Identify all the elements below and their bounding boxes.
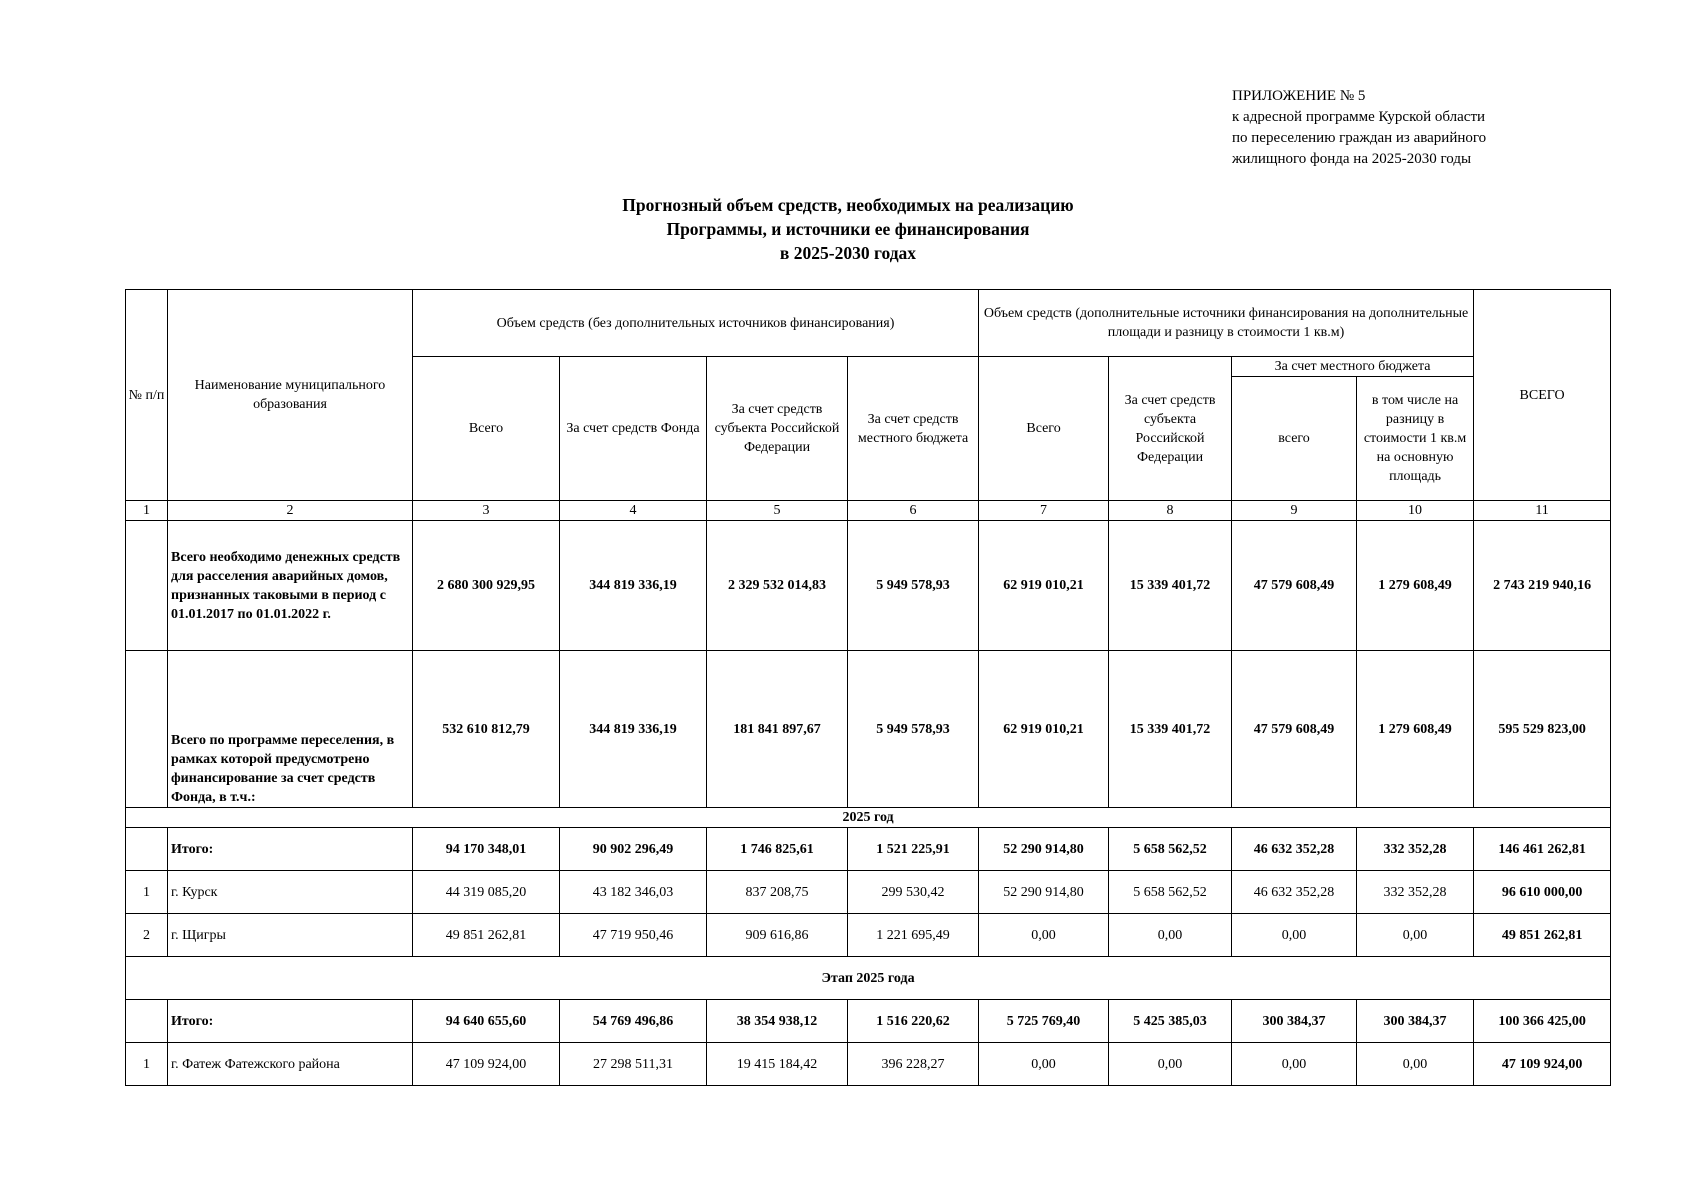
cell-value: 299 530,42 [848, 871, 979, 914]
header-col-10: в том числе на разницу в стоимости 1 кв.м на основную площадь [1357, 377, 1474, 501]
cell-value: 47 579 608,49 [1232, 651, 1357, 808]
cell-value: 5 658 562,52 [1109, 828, 1232, 871]
table-row [126, 914, 1611, 957]
section-caption-row [126, 957, 1611, 1000]
row-name: Всего по программе переселения, в рамках которой предусмотрено финансирование за счет средств Фонда, в т.ч.: [168, 651, 413, 808]
table-row [126, 651, 1611, 808]
row-num [126, 651, 168, 808]
cell-value: 0,00 [1232, 914, 1357, 957]
cell-value: 344 819 336,19 [560, 521, 707, 651]
cell-value: 0,00 [1357, 914, 1474, 957]
cell-value: 1 746 825,61 [707, 828, 848, 871]
table-row [126, 1000, 1611, 1043]
section-caption: 2025 год [126, 808, 1611, 828]
header-total: ВСЕГО [1474, 290, 1611, 501]
row-name: г. Щигры [168, 914, 413, 957]
cell-value: 5 949 578,93 [848, 651, 979, 808]
cell-value: 300 384,37 [1357, 1000, 1474, 1043]
row-num [126, 1000, 168, 1043]
cell-value: 62 919 010,21 [979, 521, 1109, 651]
appendix-line-1: ПРИЛОЖЕНИЕ № 5 [1232, 88, 1366, 104]
cell-value: 1 521 225,91 [848, 828, 979, 871]
title-line-1: Прогнозный объем средств, необходимых на реализацию [622, 195, 1074, 215]
cell-value: 0,00 [979, 914, 1109, 957]
cell-value: 1 279 608,49 [1357, 521, 1474, 651]
row-num [126, 521, 168, 651]
cell-value: 90 902 296,49 [560, 828, 707, 871]
cell-value: 5 658 562,52 [1109, 871, 1232, 914]
header-col-4: За счет средств Фонда [560, 357, 707, 501]
cell-value: 43 182 346,03 [560, 871, 707, 914]
title-line-3: в 2025-2030 годах [779, 243, 917, 263]
cell-value-total: 49 851 262,81 [1474, 914, 1611, 957]
cell-value: 5 425 385,03 [1109, 1000, 1232, 1043]
cell-value: 94 640 655,60 [413, 1000, 560, 1043]
cell-value: 5 949 578,93 [848, 521, 979, 651]
cell-value: 181 841 897,67 [707, 651, 848, 808]
column-number: 1 [126, 501, 168, 521]
cell-value: 1 516 220,62 [848, 1000, 979, 1043]
cell-value: 52 290 914,80 [979, 871, 1109, 914]
row-name: Итого: [168, 828, 413, 871]
cell-value: 5 725 769,40 [979, 1000, 1109, 1043]
cell-value: 44 319 085,20 [413, 871, 560, 914]
column-number: 5 [707, 501, 848, 521]
cell-value: 2 743 219 940,16 [1474, 521, 1611, 651]
cell-value: 0,00 [1109, 914, 1232, 957]
cell-value: 2 680 300 929,95 [413, 521, 560, 651]
cell-value: 300 384,37 [1232, 1000, 1357, 1043]
row-name: г. Фатеж Фатежского района [168, 1043, 413, 1086]
cell-value: 1 279 608,49 [1357, 651, 1474, 808]
cell-value: 49 851 262,81 [413, 914, 560, 957]
cell-value: 62 919 010,21 [979, 651, 1109, 808]
cell-value: 0,00 [1357, 1043, 1474, 1086]
header-name: Наименование муниципального образования [168, 290, 413, 501]
section-caption-row [126, 808, 1611, 828]
cell-value: 344 819 336,19 [560, 651, 707, 808]
cell-value: 15 339 401,72 [1109, 521, 1232, 651]
header-group-main: Объем средств (без дополнительных источников финансирования) [413, 290, 979, 357]
cell-value: 396 228,27 [848, 1043, 979, 1086]
row-name: Итого: [168, 1000, 413, 1043]
column-number: 3 [413, 501, 560, 521]
appendix-line-4: жилищного фонда на 2025-2030 годы [1232, 151, 1472, 167]
cell-value: 47 109 924,00 [413, 1043, 560, 1086]
row-num [126, 828, 168, 871]
column-number: 7 [979, 501, 1109, 521]
column-number: 4 [560, 501, 707, 521]
table-row [126, 828, 1611, 871]
row-name: г. Курск [168, 871, 413, 914]
header-col-3: Всего [413, 357, 560, 501]
column-number: 6 [848, 501, 979, 521]
table-row [126, 521, 1611, 651]
column-number: 9 [1232, 501, 1357, 521]
cell-value-total: 47 109 924,00 [1474, 1043, 1611, 1086]
cell-value: 94 170 348,01 [413, 828, 560, 871]
cell-value: 146 461 262,81 [1474, 828, 1611, 871]
cell-value: 1 221 695,49 [848, 914, 979, 957]
column-number: 8 [1109, 501, 1232, 521]
cell-value: 100 366 425,00 [1474, 1000, 1611, 1043]
row-num: 1 [126, 871, 168, 914]
document-title [548, 193, 1148, 265]
cell-value: 52 290 914,80 [979, 828, 1109, 871]
cell-value: 47 579 608,49 [1232, 521, 1357, 651]
cell-value: 54 769 496,86 [560, 1000, 707, 1043]
cell-value: 909 616,86 [707, 914, 848, 957]
cell-value: 2 329 532 014,83 [707, 521, 848, 651]
header-col-8: За счет средств субъекта Российской Федерации [1109, 357, 1232, 501]
cell-value: 46 632 352,28 [1232, 828, 1357, 871]
header-col-7: Всего [979, 357, 1109, 501]
column-number: 10 [1357, 501, 1474, 521]
title-line-2: Программы, и источники ее финансирования [666, 219, 1030, 239]
column-numbers-row [126, 501, 1611, 521]
header-col-6: За счет средств местного бюджета [848, 357, 979, 501]
cell-value: 15 339 401,72 [1109, 651, 1232, 808]
header-local-budget: За счет местного бюджета [1232, 357, 1474, 377]
cell-value: 0,00 [979, 1043, 1109, 1086]
row-name: Всего необходимо денежных средств для расселения аварийных домов, признанных таковыми в период с 01.01.2017 по 01.01.2022 г. [168, 521, 413, 651]
cell-value: 532 610 812,79 [413, 651, 560, 808]
header-num: № п/п [126, 290, 168, 501]
header-col-9: всего [1232, 377, 1357, 501]
cell-value: 332 352,28 [1357, 871, 1474, 914]
cell-value: 595 529 823,00 [1474, 651, 1611, 808]
cell-value: 46 632 352,28 [1232, 871, 1357, 914]
cell-value: 27 298 511,31 [560, 1043, 707, 1086]
cell-value: 0,00 [1232, 1043, 1357, 1086]
cell-value: 332 352,28 [1357, 828, 1474, 871]
table-row [126, 1043, 1611, 1086]
appendix-line-2: к адресной программе Курской области [1232, 109, 1486, 125]
column-number: 2 [168, 501, 413, 521]
table-row [126, 871, 1611, 914]
section-caption: Этап 2025 года [126, 957, 1611, 1000]
header-col-5: За счет средств субъекта Российской Федерации [707, 357, 848, 501]
row-num: 2 [126, 914, 168, 957]
row-num: 1 [126, 1043, 168, 1086]
cell-value: 19 415 184,42 [707, 1043, 848, 1086]
cell-value: 38 354 938,12 [707, 1000, 848, 1043]
cell-value: 837 208,75 [707, 871, 848, 914]
appendix-block [1232, 86, 1632, 170]
cell-value: 0,00 [1109, 1043, 1232, 1086]
cell-value: 47 719 950,46 [560, 914, 707, 957]
cell-value-total: 96 610 000,00 [1474, 871, 1611, 914]
header-group-additional: Объем средств (дополнительные источники финансирования на дополнительные площади и разницу в стоимости 1 кв.м) [979, 290, 1474, 357]
funding-table [125, 289, 1611, 1086]
column-number: 11 [1474, 501, 1611, 521]
appendix-line-3: по переселению граждан из аварийного [1232, 130, 1487, 146]
